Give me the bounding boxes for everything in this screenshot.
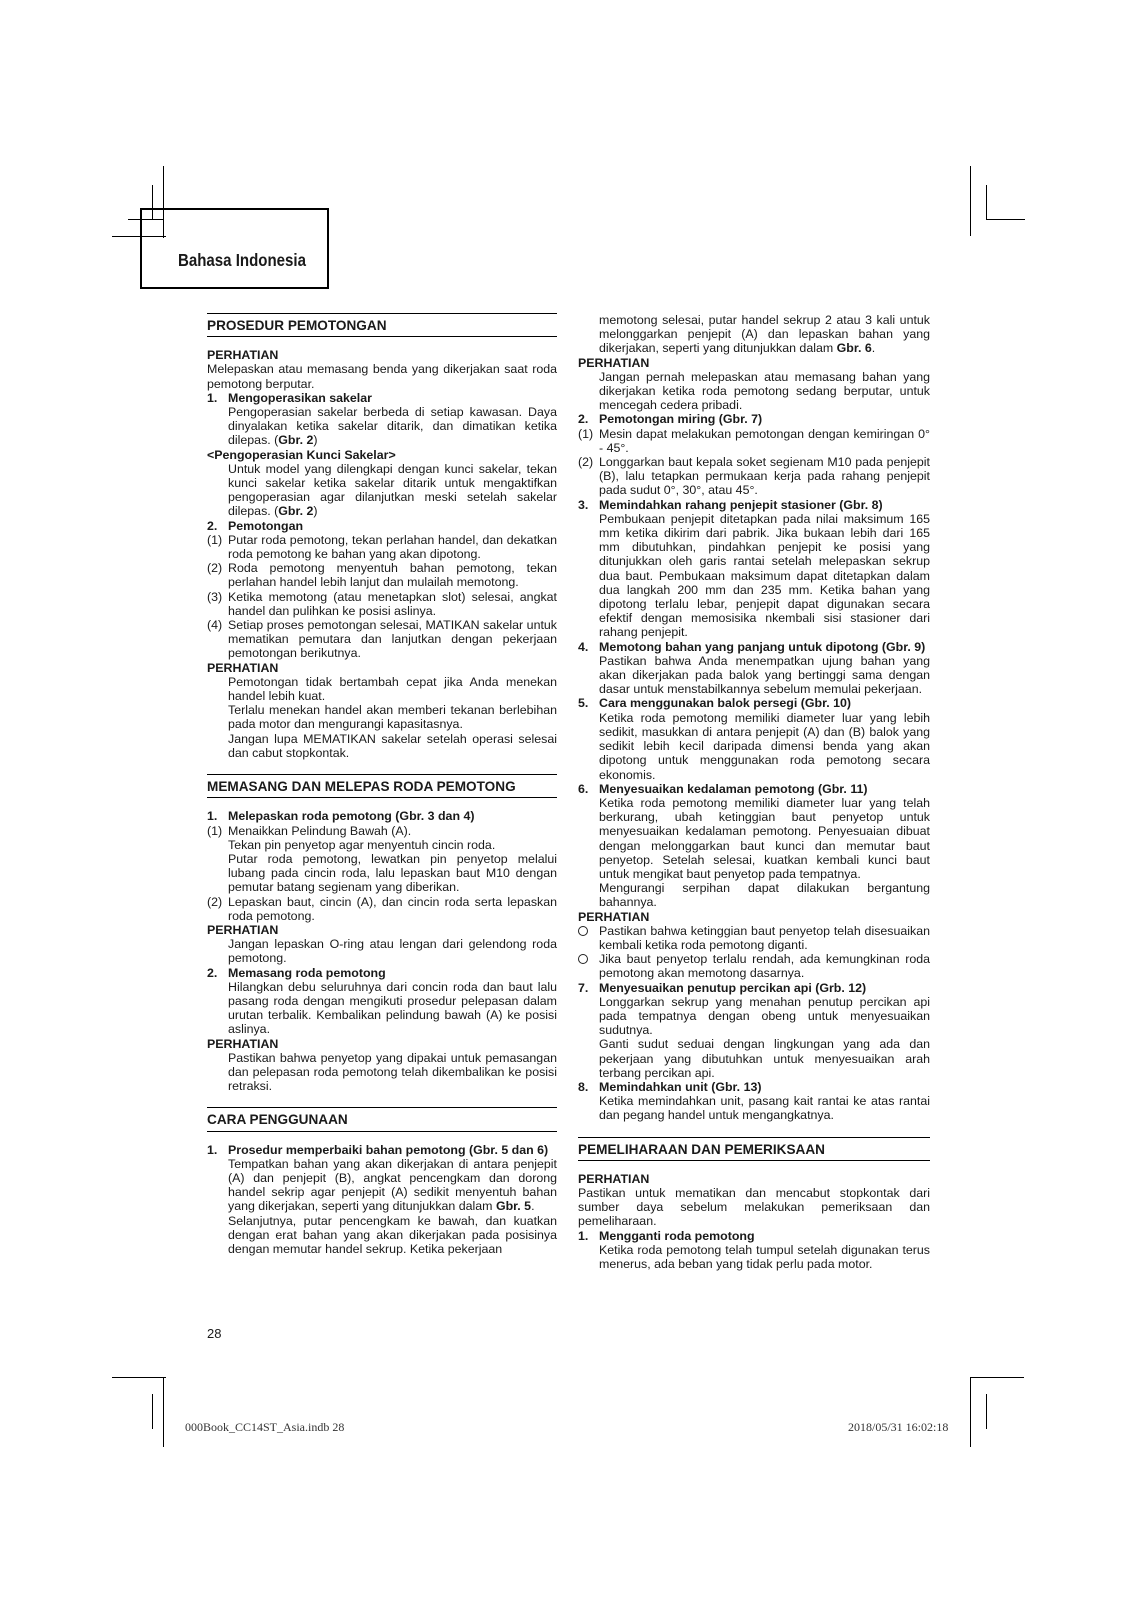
step-heading	[578, 640, 930, 654]
step-title: Melepaskan roda pemotong (Gbr. 3 dan 4)	[228, 809, 475, 824]
caution-text: Melepaskan atau memasang benda yang dikerjakan saat roda pemotong berputar.	[207, 362, 557, 391]
step-heading	[578, 498, 930, 512]
step-text: Putar roda pemotong, lewatkan pin penyetop melalui lubang pada cincin roda, lalu lepaskan baut M10 dengan pemutar batang segienam yang diberikan.	[228, 851, 557, 895]
step-number: 5.	[578, 696, 589, 711]
crop-mark	[986, 185, 987, 220]
crop-mark	[986, 1394, 987, 1429]
step-text: Ketika roda pemotong memiliki diameter luar yang telah berkurang, ubah ketinggian baut penyetop untuk menyesuaikan kedalaman pemotong. Penyesuaian dibuat dengan melonggarkan baut kunci dan memutar baut penyetop. Setelah selesai, kuatkan kembali kunci baut untuk mengikat baut penyetop pada tempatnya.	[599, 795, 930, 881]
step-title: Pemotongan miring (Gbr. 7)	[599, 412, 763, 427]
language-tab	[140, 208, 329, 289]
section-title: PROSEDUR PEMOTONGAN	[207, 313, 557, 337]
step-number: 2.	[207, 518, 218, 533]
section-title: CARA PENGGUNAAN	[207, 1107, 557, 1131]
list-item: (2) Lepaskan baut, cincin (A), dan cincin roda serta lepaskan roda pemotong.	[207, 894, 557, 923]
step-heading	[578, 696, 930, 710]
list-item: (1) Menaikkan Pelindung Bawah (A).	[207, 823, 412, 838]
step-number: 2.	[207, 965, 218, 980]
list-item: (4) Setiap proses pemotongan selesai, MATIKAN sakelar untuk mematikan pemutara dan lanjutkan dengan pekerjaan pemotongan berikutnya.	[207, 618, 557, 661]
list-item: (2) Roda pemotong menyentuh bahan pemotong, tekan perlahan handel lebih lanjut dan mulailah memotong.	[207, 561, 557, 590]
crop-mark	[987, 219, 1025, 220]
step-heading	[578, 1080, 930, 1094]
figure-ref: Gbr. 2	[278, 504, 314, 519]
caution-text: Jangan lupa MEMATIKAN sakelar setelah operasi selesai dan cabut stopkontak.	[228, 731, 557, 760]
step-text: Hilangkan debu seluruhnya dari concin roda dan baut lalu pasang roda dengan mengikuti prosedur pelepasan dalam urutan terbalik. Kembalikan pelindung bawah (A) ke posisi aslinya.	[228, 979, 557, 1037]
caution-text: Terlalu menekan handel akan memberi tekanan berlebihan pada motor dan mengurangi kapasitasnya.	[228, 703, 557, 732]
step-number: 8.	[578, 1079, 589, 1094]
bullet-item: Pastikan bahwa ketinggian baut penyetop telah disesuaikan kembali ketika roda pemotong diganti.	[578, 924, 930, 952]
caution-text: Jangan pernah melepaskan atau memasang bahan yang dikerjakan ketika roda pemotong sedang berputar, untuk mencegah cedera pribadi.	[599, 369, 930, 413]
circle-bullet-icon	[578, 954, 588, 964]
step-title: Memotong bahan yang panjang untuk dipotong (Gbr. 9)	[599, 639, 926, 654]
section-title: MEMASANG DAN MELEPAS RODA PEMOTONG	[207, 774, 557, 798]
step-title: Menyesuaikan penutup percikan api (Grb. 12)	[599, 980, 867, 995]
step-number: 7.	[578, 980, 589, 995]
step-text: Selanjutnya, putar pencengkam ke bawah, dan kuatkan dengan erat bahan yang akan dikerjakan pada posisinya dengan memutar handel sekrup. Ketika pekerjaan	[228, 1213, 557, 1256]
step-text: Longgarkan sekrup yang menahan penutup percikan api pada tempatnya dengan obeng untuk menyesuaikan sudutnya.	[599, 994, 930, 1038]
step-number: 1.	[207, 1142, 218, 1157]
step-text: Pembukaan penjepit ditetapkan pada nilai maksimum 165 mm ketika dikirim dari pabrik. Jika bukaan lebih dari 165 mm dibutuhkan, pindahkan penjepit ke posisi yang ditunjukkan oleh garis rantai setelah melepaskan sekrup dua baut. Pembukaan maksimum dapat ditetapkan dalam dua langkah 200 mm dan 235 mm. Ketika bahan yang dipotong terlalu lebar, penjepit dapat digunakan secara efektif dengan memosisika nkembali sisi stasioner dari rahang penjepit.	[599, 511, 930, 640]
left-column	[207, 313, 557, 1256]
bullet-item: Jika baut penyetop terlalu rendah, ada kemungkinan roda pemotong akan memotong dasarnya.	[578, 952, 930, 980]
section-title: PEMELIHARAAN DAN PEMERIKSAAN	[578, 1137, 930, 1161]
step-heading	[578, 412, 930, 426]
step-title: Memindahkan unit (Gbr. 13)	[599, 1079, 762, 1094]
subheading: <Pengoperasian Kunci Sakelar>	[207, 447, 396, 462]
caution-text: Pemotongan tidak bertambah cepat jika Anda menekan handel lebih kuat.	[228, 674, 557, 704]
step-title: Mengganti roda pemotong	[599, 1228, 755, 1243]
caution-label: PERHATIAN	[578, 1171, 650, 1186]
figure-ref: Gbr. 6	[836, 341, 872, 356]
step-heading	[207, 966, 557, 980]
step-text: Ganti sudut seduai dengan lingkungan yang ada dan pekerjaan yang dibutuhkan untuk menyesuaikan arah terbang percikan api.	[599, 1037, 930, 1080]
caution-label: PERHATIAN	[207, 1036, 279, 1051]
file-info: 000Book_CC14ST_Asia.indb 28	[185, 1420, 345, 1434]
crop-mark	[112, 1377, 166, 1378]
print-timestamp: 2018/05/31 16:02:18	[848, 1420, 949, 1434]
step-heading	[578, 981, 930, 995]
step-heading	[207, 391, 557, 405]
list-item: (3) Ketika memotong (atau menetapkan slot) selesai, angkat handel dan pulihkan ke posisi aslinya.	[207, 589, 557, 618]
step-text: Ketika memindahkan unit, pasang kait rantai ke atas rantai dan pegang handel untuk mengangkatnya.	[599, 1094, 930, 1123]
step-number: 4.	[578, 639, 589, 654]
step-title: Mengoperasikan sakelar	[228, 390, 372, 405]
list-item: (1) Putar roda pemotong, tekan perlahan handel, dan dekatkan roda pemotong ke bahan yang akan dipotong.	[207, 532, 557, 562]
step-heading	[207, 519, 557, 533]
step-title: Prosedur memperbaiki bahan pemotong (Gbr. 5 dan 6)	[228, 1142, 549, 1157]
caution-text: Pastikan untuk mematikan dan mencabut stopkontak dari sumber daya sebelum melakukan pemeriksaan dan pemeliharaan.	[578, 1185, 930, 1229]
step-text: Ketika roda pemotong telah tumpul setelah digunakan terus menerus, ada beban yang tidak perlu pada motor.	[599, 1242, 930, 1271]
figure-ref: Gbr. 2	[278, 433, 314, 448]
list-item: (2) Longgarkan baut kepala soket segienam M10 pada penjepit (B), lalu tetapkan permukaan kerja pada rahang penjepit pada sudut 0°, 30°, atau 45°.	[578, 455, 930, 498]
step-number: 1.	[207, 390, 218, 405]
step-title: Pemotongan	[228, 518, 304, 533]
step-heading	[207, 809, 557, 823]
step-text: Pastikan bahwa Anda menempatkan ujung bahan yang akan dikerjakan pada balok yang bertinggi sama dengan dasar untuk menstabilkannya sebelum memulai pekerjaan.	[599, 653, 930, 697]
step-number: 2.	[578, 412, 589, 427]
list-item: (1) Mesin dapat melakukan pemotongan dengan kemiringan 0° - 45°.	[578, 426, 930, 455]
crop-mark	[970, 166, 971, 236]
step-number: 6.	[578, 781, 589, 796]
step-heading	[578, 1229, 930, 1243]
step-text: memotong selesai, putar handel sekrup 2 atau 3 kali untuk melonggarkan penjepit (A) dan lepaskan bahan yang dikerjakan, seperti yang ditunjukkan dalam Gbr. 6.	[599, 313, 930, 356]
crop-mark	[152, 1394, 153, 1429]
step-heading	[207, 1143, 557, 1157]
right-column	[578, 313, 930, 1271]
step-text: Tekan pin penyetop agar menyentuh cincin roda.	[228, 837, 496, 852]
step-text: Mengurangi serpihan dapat dilakukan bergantung bahannya.	[599, 881, 930, 910]
caution-label: PERHATIAN	[207, 348, 279, 363]
step-title: Menyesuaikan kedalaman pemotong (Gbr. 11)	[599, 781, 868, 796]
step-text: Tempatkan bahan yang akan dikerjakan di antara penjepit (A) dan penjepit (B), angkat pencengkam dan dorong handel sekrip agar penjepit (A) sedikit menyentuh bahan yang dikerjakan, seperti yang ditunjukkan dalam Gbr. 5.	[228, 1156, 557, 1214]
step-title: Memasang roda pemotong	[228, 965, 386, 980]
step-title: Cara menggunakan balok persegi (Gbr. 10)	[599, 696, 852, 711]
page-number: 28	[207, 1326, 222, 1341]
caution-label: PERHATIAN	[578, 355, 650, 370]
step-number: 3.	[578, 497, 589, 512]
step-text: Untuk model yang dilengkapi dengan kunci sakelar, tekan kunci sakelar ketika sakelar ditarik untuk mengaktifkan pengoperasian agar dilanjutkan meski setelah sakelar dilepas. (Gbr. 2)	[228, 461, 557, 519]
circle-bullet-icon	[578, 926, 588, 936]
step-title: Memindahkan rahang penjepit stasioner (Gbr. 8)	[599, 497, 883, 512]
step-heading	[578, 782, 930, 796]
step-number: 1.	[578, 1228, 589, 1243]
crop-mark	[970, 1377, 971, 1447]
crop-mark	[163, 1377, 164, 1447]
crop-mark	[970, 1377, 1024, 1378]
step-text: Pengoperasian sakelar berbeda di setiap kawasan. Daya dinyalakan ketika sakelar ditarik, dan dimatikan ketika dilepas. (Gbr. 2)	[228, 405, 557, 448]
caution-label: PERHATIAN	[578, 909, 650, 924]
language-label: Bahasa Indonesia	[178, 250, 306, 270]
caution-text: Pastikan bahwa penyetop yang dipakai untuk pemasangan dan pelepasan roda pemotong telah dikembalikan ke posisi retraksi.	[228, 1050, 557, 1094]
figure-ref: Gbr. 5	[495, 1199, 532, 1214]
step-number: 1.	[207, 809, 218, 824]
step-text: Ketika roda pemotong memiliki diameter luar yang lebih sedikit, masukkan di antara penjepit (A) dan (B) balok yang sedikit lebih kecil daripada dimensi benda yang akan dipotong untuk menggunakan roda pemotong secara ekonomis.	[599, 710, 930, 782]
caution-text: Jangan lepaskan O-ring atau lengan dari gelendong roda pemotong.	[228, 937, 557, 966]
caution-label: PERHATIAN	[207, 660, 279, 675]
caution-label: PERHATIAN	[207, 922, 279, 937]
